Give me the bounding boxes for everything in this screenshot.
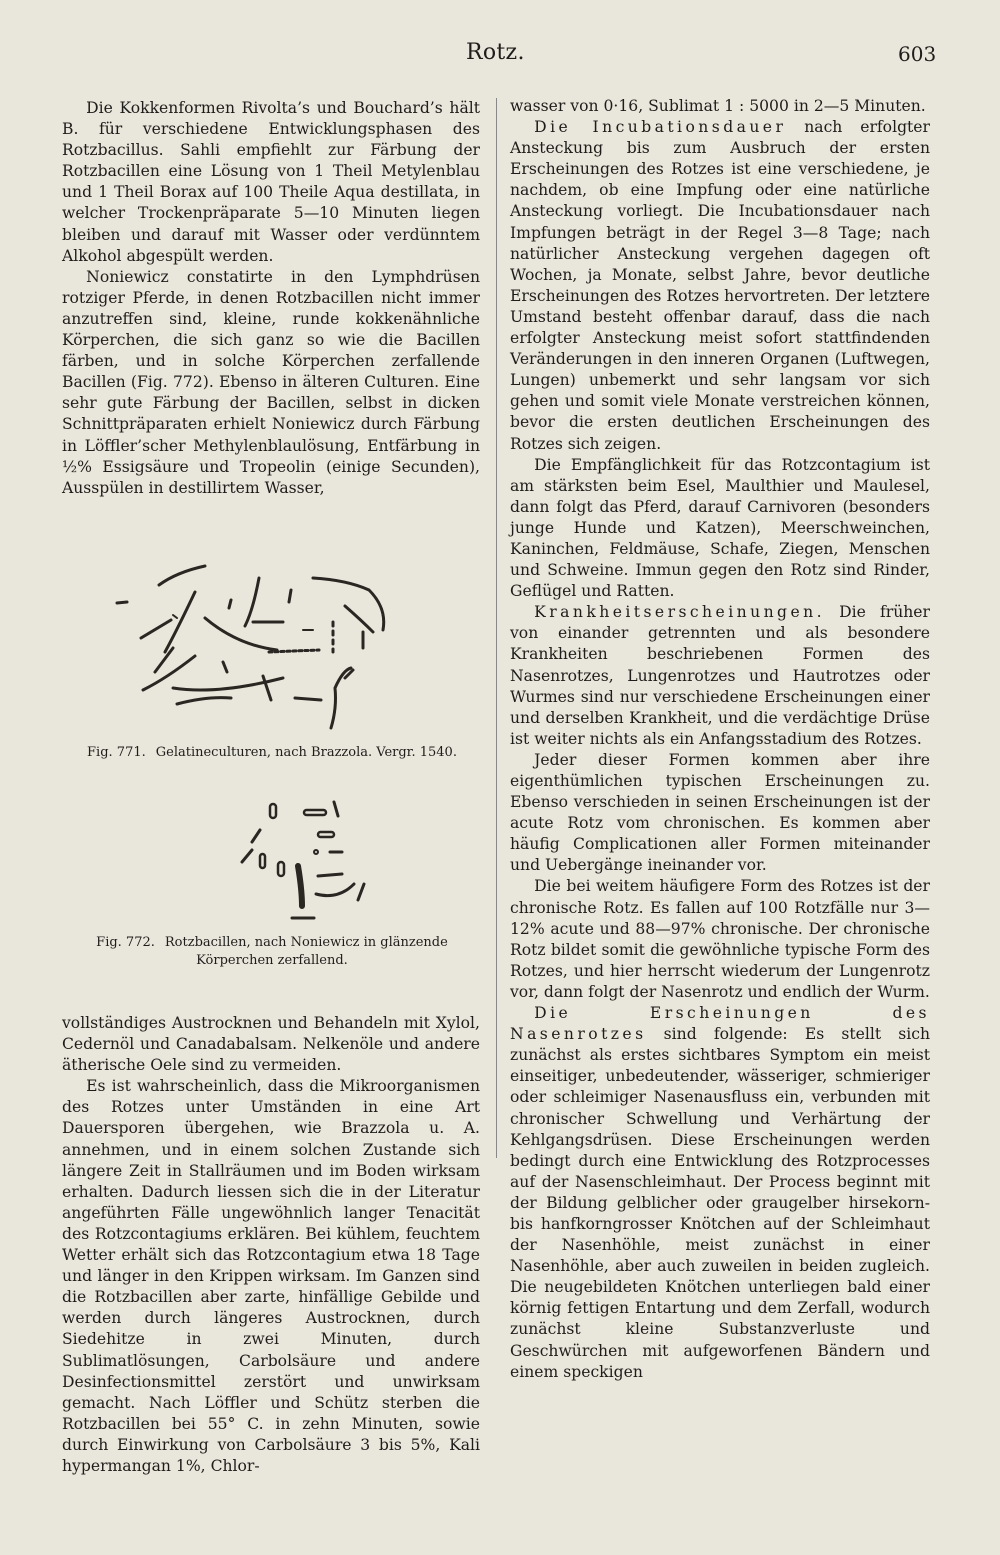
paragraph: Die Kokkenformen Rivolta’s und Bouchard’s hält B. für verschiedene Entwicklungsphasen des Rotzbacillus. Sahli empfiehlt zur Färbung der Rotzbacillen eine Lösung von 1 Theil Metylenblau und 1 Theil Borax auf 100 Theile Aqua destillata, in welcher Trockenpräparate 5—10 Minuten liegen bleiben und darauf mit Wasser oder verdünntem Alkohol abgespült werden.	[62, 99, 480, 265]
left-column-top	[62, 98, 480, 499]
figure-caption-text: Gelatineculturen, nach Brazzola. Vergr. 1540.	[155, 745, 457, 760]
right-column	[510, 96, 930, 1383]
paragraph	[510, 602, 930, 750]
running-title: Rotz.	[466, 40, 525, 65]
figure-number: Fig. 771.	[87, 745, 146, 760]
left-column-bottom	[62, 1013, 480, 1477]
figure-772-caption	[62, 934, 482, 970]
section-term: Die Erscheinungen des Nasenrotzes	[510, 1004, 930, 1044]
figure-caption-text: Rotzbacillen, nach Noniewicz in glänzende Körperchen zerfallend.	[164, 935, 448, 968]
figure-772-illustration	[152, 790, 392, 930]
paragraph-text: nach erfolgter Ansteckung bis zum Ausbruch der ersten Erscheinungen des Rotzes ist eine verschiedene, je nachdem, ob eine Impfung oder eine natürliche Ansteckung vorliegt. Die Incubationsdauer nach Impfungen beträgt in der Regel 3—8 Tage; nach natürlicher Ansteckung vergehen dagegen oft Wochen, ja Monate, selbst Jahre, bevor deutliche Erscheinungen des Rotzes hervortreten. Der letztere Umstand besteht offenbar darauf, dass die nach erfolgter Ansteckung meist sofort stattfindenden Veränderungen in den inneren Organen (Luftwegen, Lungen) unbemerkt und sehr langsam vor sich gehen und somit viele Monate verstreichen können, bevor die ersten deutlichen Erscheinungen des Rotzes sich zeigen.	[510, 118, 930, 453]
figure-771-caption	[62, 744, 482, 762]
column-divider	[496, 98, 497, 1158]
paragraph: Jeder dieser Formen kommen aber ihre eigenthümlichen typischen Erscheinungen zu. Ebenso verschieden in seinen Erscheinungen ist der acute Rotz vom chronischen. Es kommen aber häufig Complicationen aller Formen miteinander und Uebergänge ineinander vor.	[510, 750, 930, 875]
paragraph	[510, 117, 930, 455]
figure-772	[62, 790, 482, 970]
section-term: Die Incubationsdauer	[534, 118, 787, 137]
figure-771-illustration	[107, 560, 437, 740]
page-number: 603	[898, 42, 937, 66]
paragraph: Es ist wahrscheinlich, dass die Mikroorganismen des Rotzes unter Umständen in eine Art Dauersporen übergehen, wie Brazzola u. A. annehmen, und in einem solchen Zustande sich längere Zeit in Stallräumen und im Boden wirksam erhalten. Dadurch liessen sich die in der Literatur angeführten Fälle ungewöhnlich langer Tenacität des Rotzcontagiums erklären. Bei kühlem, feuchtem Wetter erhält sich das Rotzcontagium etwa 18 Tage und länger in den Krippen wirksam. Im Ganzen sind die Rotzbacillen aber zarte, hinfällige Gebilde und werden durch längeres Austrocknen, durch Siedehitze in zwei Minuten, durch Sublimatlösungen, Carbolsäure und andere Desinfectionsmittel zerstört und unwirksam gemacht. Nach Löffler und Schütz sterben die Rotzbacillen bei 55° C. in zehn Minuten, sowie durch Einwirkung von Carbolsäure 3 bis 5%, Kali hypermangan 1%, Chlor-	[62, 1077, 480, 1475]
paragraph-text: Die früher von einander getrennten und als besondere Krankheiten beschriebenen Formen des Nasenrotzes, Lungenrotzes und Hautrotzes oder Wurmes sind nur verschiedene Erscheinungen einer und derselben Krankheit, und die verdächtige Drüse ist weiter nichts als ein Anfangsstadium des Rotzes.	[510, 603, 930, 748]
paragraph: wasser von 0·16, Sublimat 1 : 5000 in 2—5 Minuten.	[510, 97, 926, 115]
paragraph: Noniewicz constatirte in den Lymphdrüsen rotziger Pferde, in denen Rotzbacillen nicht immer anzutreffen sind, kleine, runde kokkenähnliche Körperchen, die sich ganz so wie die Bacillen färben, und in solche Körperchen zerfallende Bacillen (Fig. 772). Ebenso in älteren Culturen. Eine sehr gute Färbung der Bacillen, selbst in dicken Schnittpräparaten erhielt Noniewicz durch Färbung in Löffler’scher Methylenblaulösung, Entfärbung in ½% Essigsäure und Tropeolin (einige Secunden), Ausspülen in destillirtem Wasser,	[62, 267, 480, 497]
paragraph: Die bei weitem häufigere Form des Rotzes ist der chronische Rotz. Es fallen auf 100 Rotzfälle nur 3—12% acute und 88—97% chronische. Der chronische Rotz bildet somit die gewöhnliche typische Form des Rotzes, und hier herrscht wiederum der Lungenrotz vor, dann folgt der Nasenrotz und endlich der Wurm.	[510, 877, 930, 1001]
section-heading: Krankheitserscheinungen.	[534, 603, 825, 622]
paragraph: Die Empfänglichkeit für das Rotzcontagium ist am stärksten beim Esel, Maulthier und Maulesel, dann folgt das Pferd, darauf Carnivoren (besonders junge Hunde und Katzen), Meerschweinchen, Kaninchen, Feldmäuse, Schafe, Ziegen, Menschen und Schweine. Immun gegen den Rotz sind Rinder, Geflügel und Ratten.	[510, 455, 930, 601]
paragraph-text: sind folgende: Es stellt sich zunächst als erstes sichtbares Symptom ein meist einseitiger, unbedeutender, wässeriger, schmieriger oder schleimiger Nasenausfluss ein, verbunden mit chronischer Schwellung und Verhärtung der Kehlgangsdrüsen. Diese Erscheinungen werden bedingt durch eine Entwicklung des Rotzprocesses auf der Nasenschleimhaut. Der Process beginnt mit der Bildung gelblicher oder graugelber hirsekorn- bis hanfkorngrosser Knötchen auf der Schleimhaut der Nasenhöhle, meist zunächst in einer Nasenhöhle, aber auch zuweilen in beiden zugleich. Die neugebildeten Knötchen unterliegen bald einer körnig fettigen Entartung und dem Zerfall, wodurch zunächst kleine Substanzverluste und Geschwürchen mit aufgeworfenen Bändern und einem speckigen	[510, 1025, 930, 1381]
paragraph	[510, 1003, 930, 1383]
figure-number: Fig. 772.	[96, 935, 155, 950]
figure-771	[62, 560, 482, 762]
paragraph: vollständiges Austrocknen und Behandeln mit Xylol, Cedernöl und Canadabalsam. Nelkenöle und andere ätherische Oele sind zu vermeiden.	[62, 1014, 480, 1075]
